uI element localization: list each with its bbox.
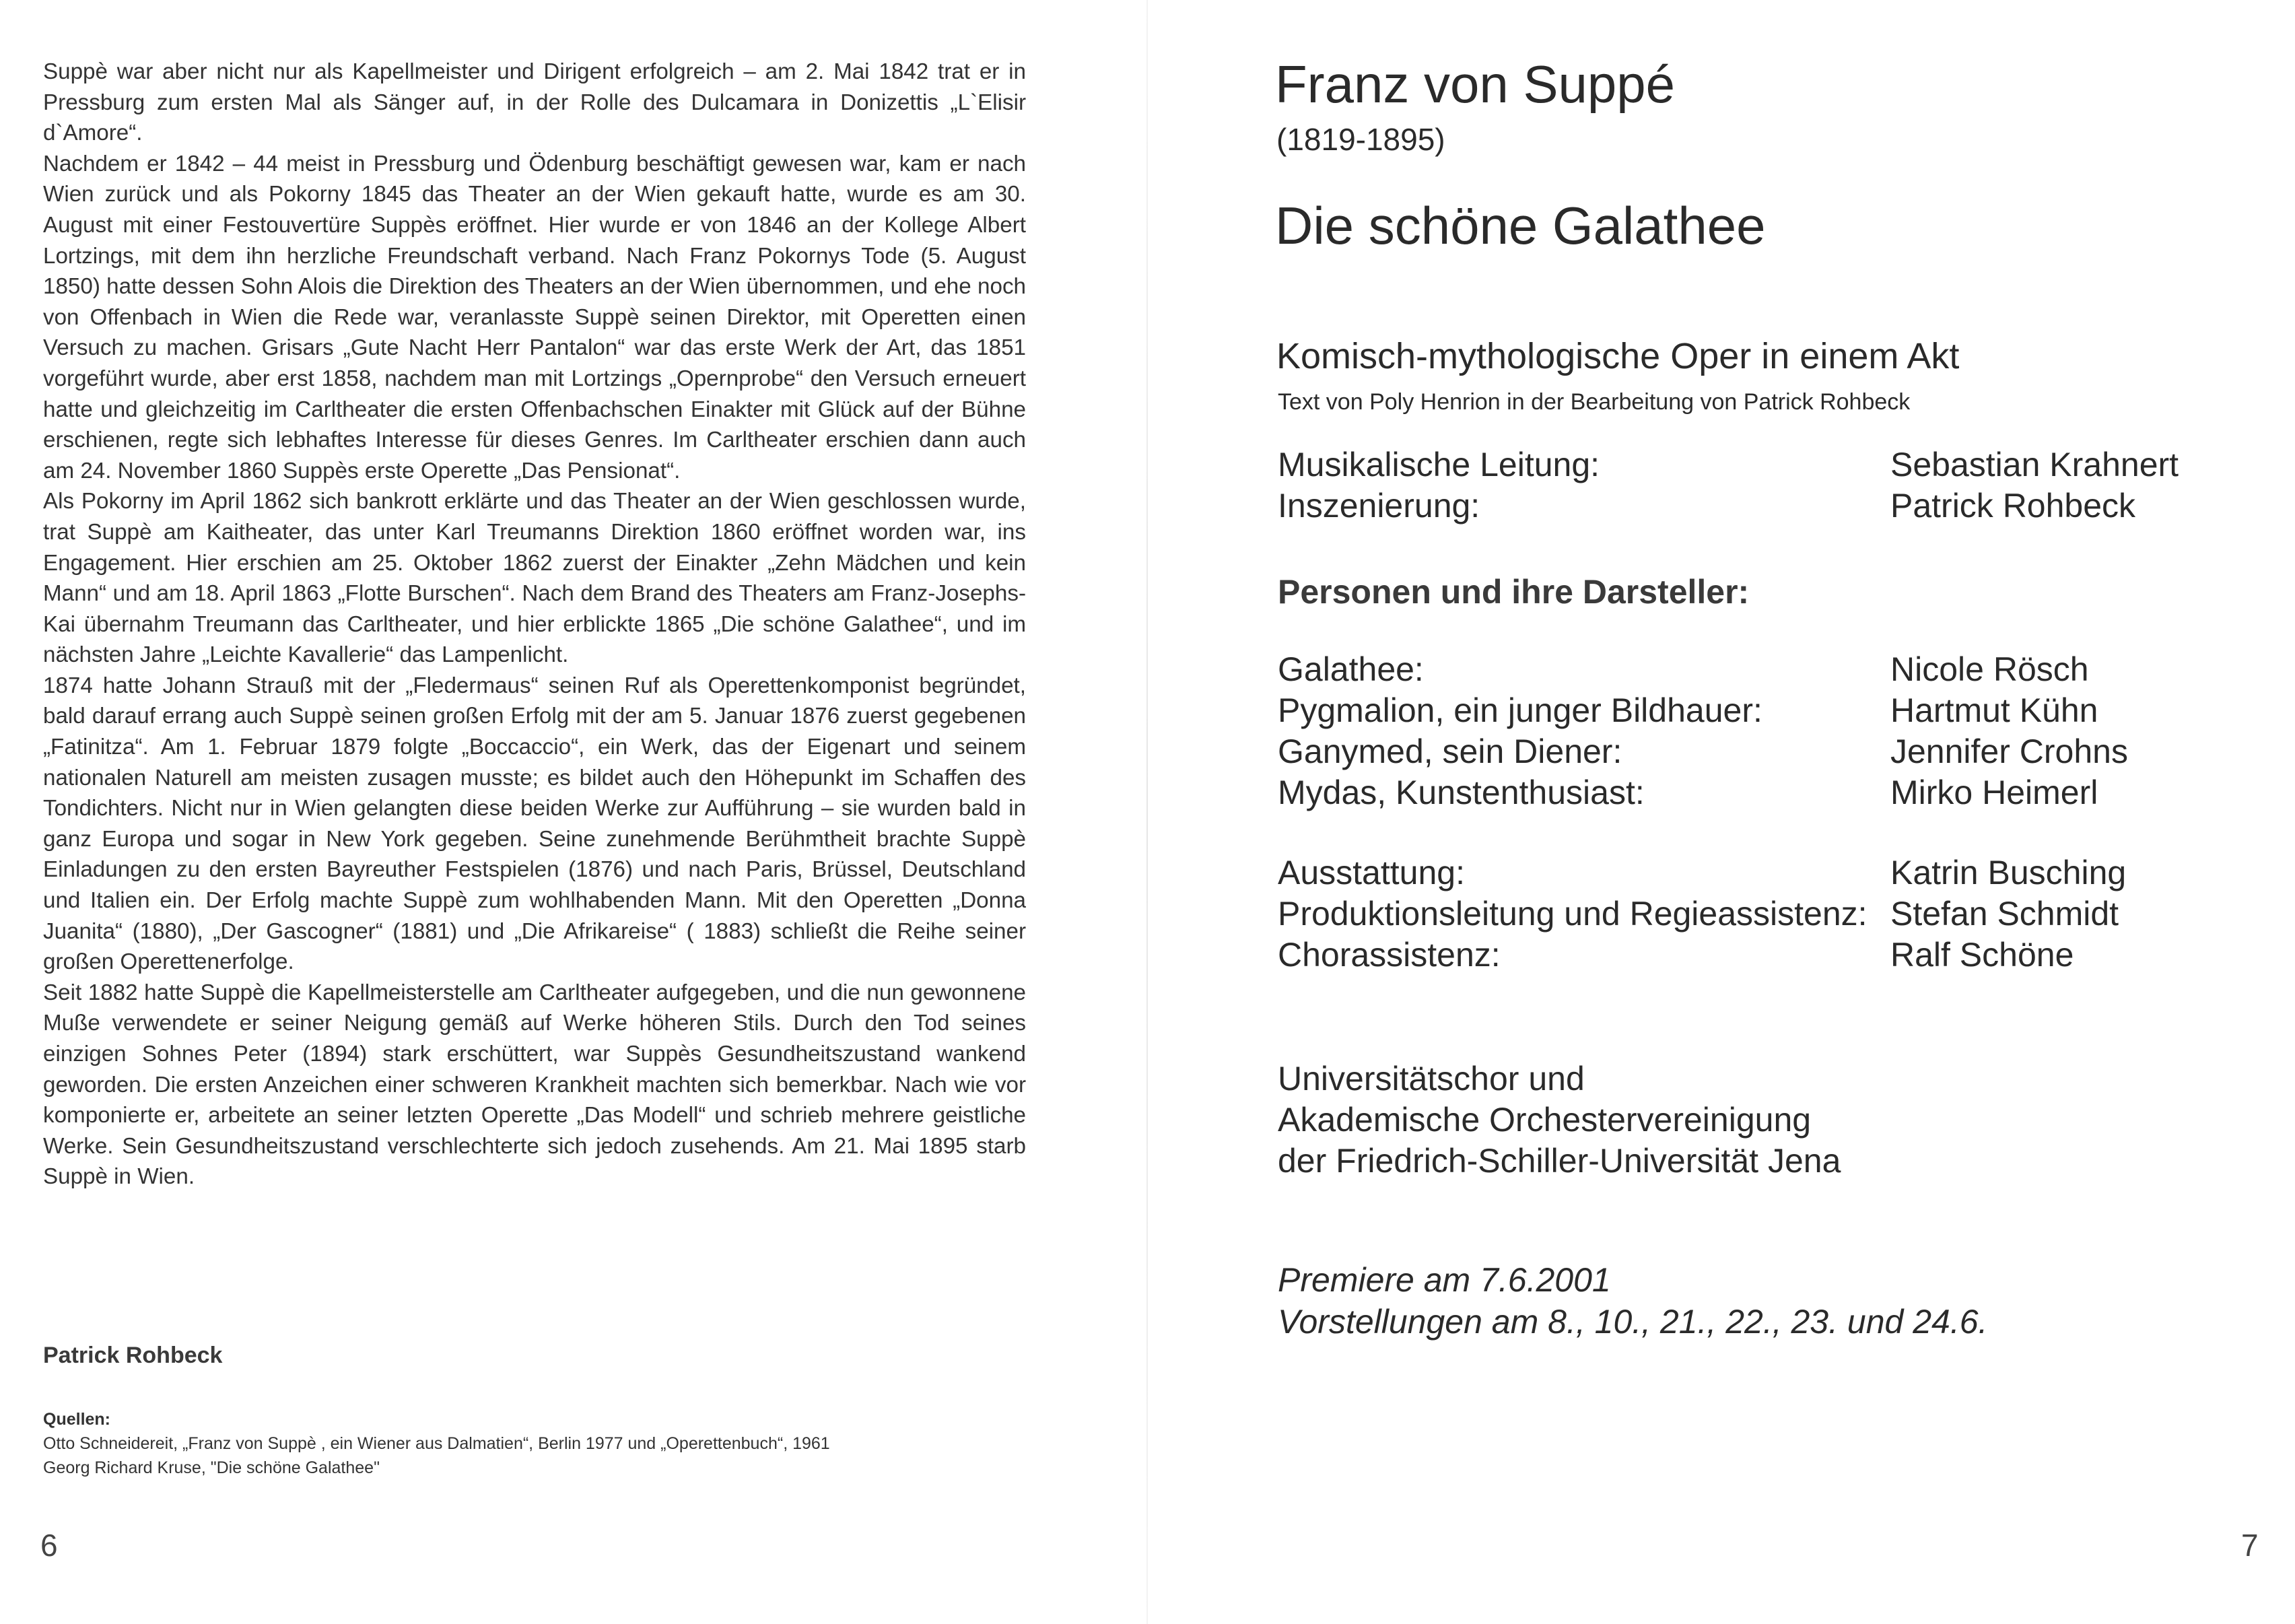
crew-list: [1278, 852, 2234, 976]
credit-name: Sebastian Krahnert: [1890, 446, 2179, 483]
essay-paragraph-1: Suppè war aber nicht nur als Kapellmeister und Dirigent erfolgreich – am 2. Mai 1842 trat er in Pressburg zum ersten Mal als Sänger auf, in der Rolle des Dulcamara in Donizettis „L`Elisir d`Amore“.: [43, 59, 1026, 146]
sources-title: Quellen:: [43, 1410, 111, 1429]
credit-role: Musikalische Leitung:: [1278, 446, 1600, 483]
ensemble-line: der Friedrich-Schiller-Universität Jena: [1278, 1142, 1841, 1180]
composer-name: Franz von Suppé: [1275, 55, 1676, 114]
ensemble-block: [1278, 1058, 1841, 1182]
cast-row: [1278, 772, 2234, 813]
composer-years: (1819-1895): [1276, 122, 1445, 157]
essay-paragraph-3: Als Pokorny im April 1862 sich bankrott erklärte und das Theater an der Wien geschlossen wurde, trat Suppè am Kaitheater, das unter Karl Treumanns Direktion 1860 eröffnet worden war, ins Engagement. Hier erschien am 25. Oktober 1862 zuerst der Einakter „Zehn Mädchen und kein Mann“ und am 18. April 1863 „Flotte Burschen“. Nach dem Brand des Theaters am Franz-Josephs-Kai übernahm Treumann das Carltheater, und hier erblickte 1865 „Die schöne Galathee“, und im nächsten Jahre „Leichte Kavallerie“ das Lampenlicht.: [43, 489, 1026, 668]
right-page: [1147, 0, 2295, 1624]
crew-role: Produktionsleitung und Regieassistenz:: [1278, 895, 1868, 933]
source-item-1: Otto Schneidereit, „Franz von Suppè , ein Wiener aus Dalmatien“, Berlin 1977 und „Operettenbuch“, 1961: [43, 1434, 830, 1453]
sources-block: [43, 1407, 1053, 1480]
cast-list: [1278, 649, 2234, 813]
cast-name: Mirko Heimerl: [1890, 774, 2098, 811]
crew-role: Ausstattung:: [1278, 854, 1465, 891]
page-number-left: 6: [40, 1528, 58, 1563]
crew-row: [1278, 935, 2234, 976]
author-signature: Patrick Rohbeck: [43, 1343, 223, 1368]
cast-role: Pygmalion, ein junger Bildhauer:: [1278, 691, 1762, 729]
ensemble-line: Akademische Orchestervereinigung: [1278, 1101, 1812, 1139]
cast-role: Ganymed, sein Diener:: [1278, 733, 1622, 770]
ensemble-line: Universitätschor und: [1278, 1060, 1585, 1097]
crew-name: Ralf Schöne: [1890, 936, 2074, 974]
cast-row: [1278, 649, 2234, 690]
credit-name: Patrick Rohbeck: [1890, 487, 2136, 525]
crew-row: [1278, 852, 2234, 893]
essay-paragraph-4: 1874 hatte Johann Strauß mit der „Fledermaus“ seinen Ruf als Operettenkomponist begründet, bald darauf errang auch Suppè seinen großen Erfolg mit der am 5. Januar 1876 zuerst gegebenen „Fatinitza“. Am 1. Februar 1879 folgte „Boccaccio“, ein Werk, das der Eigenart und seinem nationalen Naturell am meisten zusagen musste; es bildet auch den Höhepunkt im Schaffen des Tondichters. Nicht nur in Wien gelangten diese beiden Werke zur Aufführung – sie wurden bald in ganz Europa und sogar in New York gegeben. Seine zunehmende Berühmtheit brachte Suppè Einladungen zu den ersten Bayreuther Festspielen (1876) und nach Paris, Brüssel, Deutschland und Italien ein. Der Erfolg machte Suppè zum wohlhabenden Mann. Mit den Operetten „Donna Juanita“ (1880), „Der Gascogner“ (1881) und „Die Afrikareise“ ( 1883) schließt die Reihe seiner großen Operettenerfolge.: [43, 673, 1026, 975]
text-credit: Text von Poly Henrion in der Bearbeitung von Patrick Rohbeck: [1278, 389, 1911, 415]
essay-paragraph-5: Seit 1882 hatte Suppè die Kapellmeisterstelle am Carltheater aufgegeben, und die nun gewonnene Muße verwendete er seiner Neigung gemäß auf Werke höheren Stils. Durch den Tod seines einzigen Sohnes Peter (1894) stark erschüttert, war Suppès Gesundheitszustand wankend geworden. Die ersten Anzeichen einer schweren Krankheit machten sich bemerkbar. Nach wie vor komponierte er, arbeitete an seiner letzten Operette „Das Modell“ und schrieb mehrere geistliche Werke. Sein Gesundheitszustand verschlechterte sich jedoch zusehends. Am 21. Mai 1895 starb Suppè in Wien.: [43, 980, 1026, 1190]
cast-name: Hartmut Kühn: [1890, 691, 2098, 729]
credit-row: [1278, 485, 2234, 527]
essay-paragraph-2: Nachdem er 1842 – 44 meist in Pressburg und Ödenburg beschäftigt gewesen war, kam er nach Wien zurück und als Pokorny 1845 das Theater an der Wien gekauft hatte, wurde es am 30. August mit einer Festouvertüre Suppès eröffnet. Hier wurde er von 1846 an der Kollege Albert Lortzings, mit dem ihn herzliche Freundschaft verband. Nach Franz Pokornys Tode (5. August 1850) hatte dessen Sohn Alois die Direktion des Theaters an der Wien übernommen, und ehe noch von Offenbach in Wien die Rede war, veranlasste Suppè seinen Direktor, mit Operetten einen Versuch zu machen. Grisars „Gute Nacht Herr Pantalon“ war das erste Werk der Art, das 1851 vorgeführt wurde, aber erst 1858, nachdem man mit Lortzings „Opernprobe“ den Versuch erneuert hatte und gleichzeitig im Carltheater die ersten Offenbachschen Einakter mit Glück auf der Bühne erschienen, regte sich lebhaftes Interesse für dieses Genres. Im Carltheater erschien dann auch am 24. November 1860 Suppès erste Operette „Das Pensionat“.: [43, 151, 1026, 483]
left-page: [0, 0, 1147, 1624]
page-number-right: 7: [2241, 1528, 2259, 1563]
performance-dates: [1278, 1259, 1987, 1343]
leading-team-list: [1278, 444, 2234, 527]
cast-name: Nicole Rösch: [1890, 650, 2089, 688]
credit-role: Inszenierung:: [1278, 487, 1480, 525]
credit-row: [1278, 444, 2234, 485]
cast-role: Mydas, Kunstenthusiast:: [1278, 774, 1645, 811]
cast-row: [1278, 731, 2234, 772]
essay-text: [43, 57, 1026, 1192]
cast-heading: Personen und ihre Darsteller:: [1278, 573, 1750, 611]
work-title: Die schöne Galathee: [1275, 196, 1766, 255]
work-genre: Komisch-mythologische Oper in einem Akt: [1276, 336, 1960, 376]
performance-list: Vorstellungen am 8., 10., 21., 22., 23. und 24.6.: [1278, 1303, 1988, 1341]
cast-name: Jennifer Crohns: [1890, 733, 2128, 770]
cast-role: Galathee:: [1278, 650, 1424, 688]
crew-name: Stefan Schmidt: [1890, 895, 2119, 933]
premiere-date: Premiere am 7.6.2001: [1278, 1261, 1611, 1299]
cast-row: [1278, 690, 2234, 731]
crew-row: [1278, 893, 2234, 935]
crew-role: Chorassistenz:: [1278, 936, 1501, 974]
crew-name: Katrin Busching: [1890, 854, 2127, 891]
source-item-2: Georg Richard Kruse, "Die schöne Galathee": [43, 1458, 380, 1477]
